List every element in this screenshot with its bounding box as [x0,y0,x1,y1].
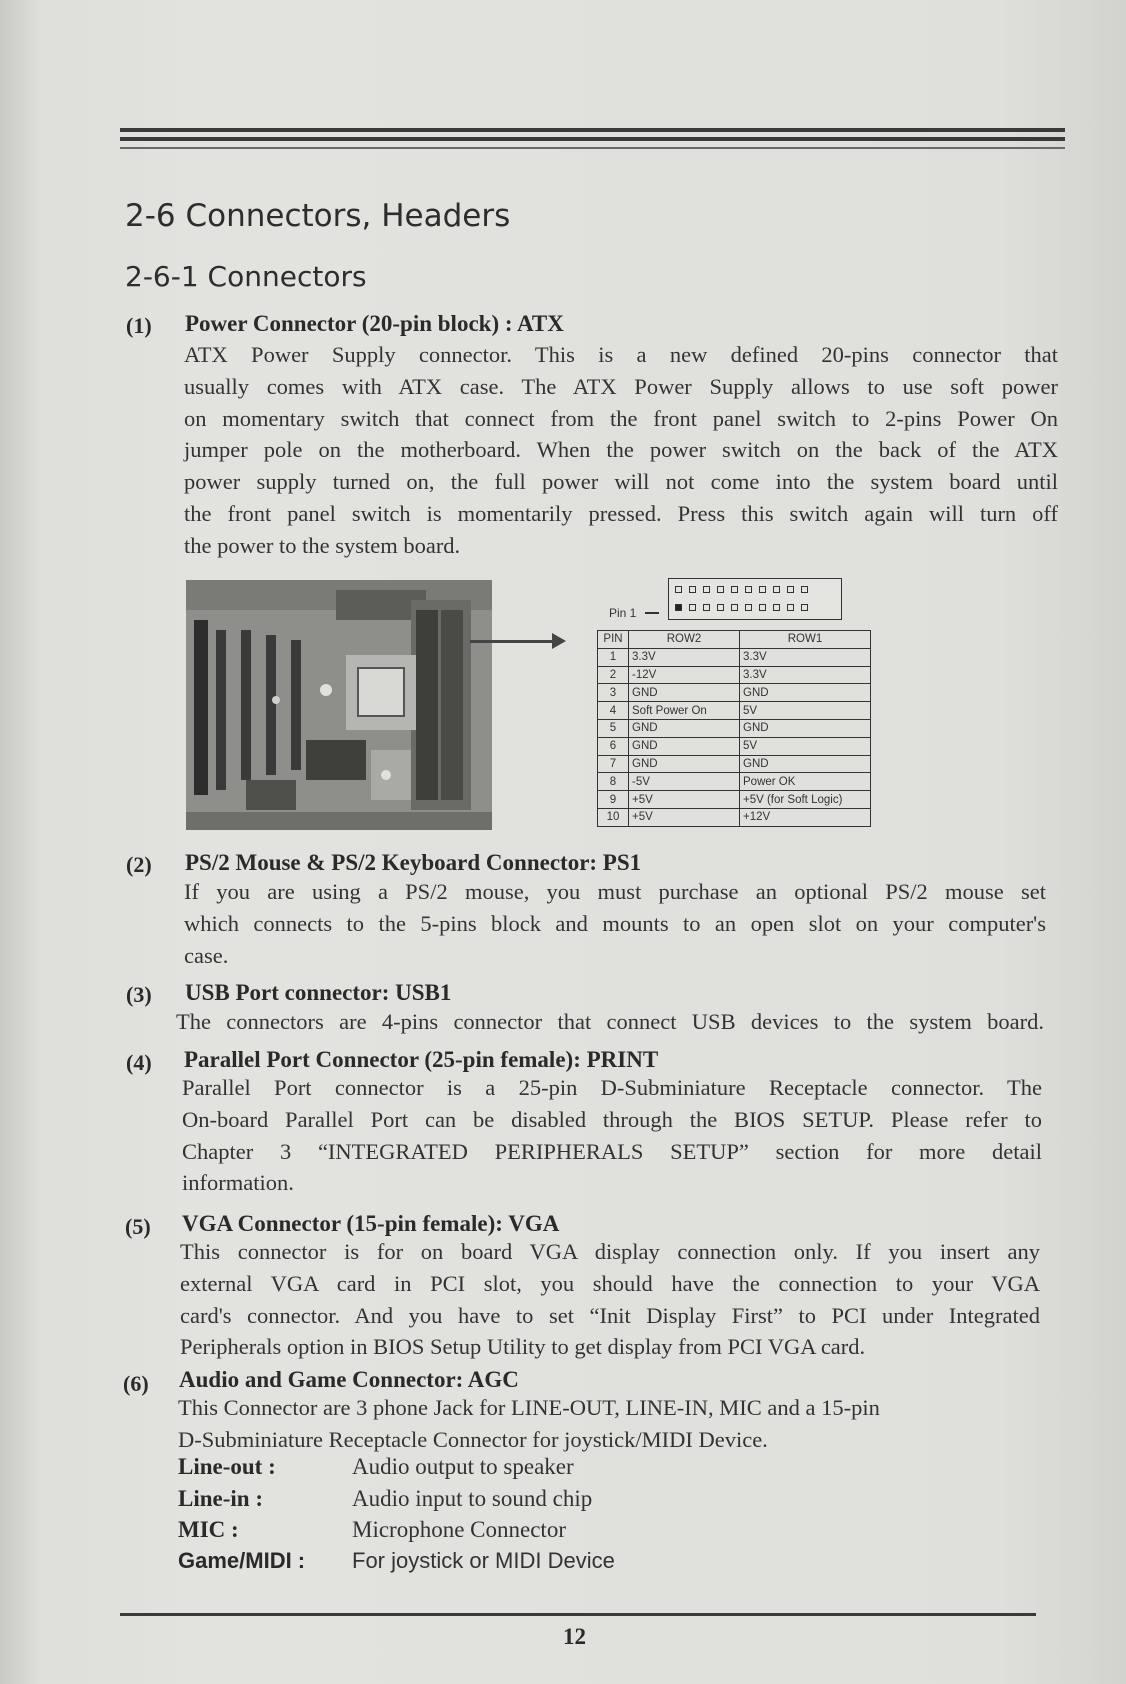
row2-cell: +5V [629,791,740,809]
text-line: the power to the system board. [184,532,461,558]
item-title: VGA Connector (15-pin female): VGA [182,1211,560,1236]
text-line: usually comes with ATX case. The ATX Power Supply allows to use soft power [184,373,1058,399]
item-paragraph [182,1072,1042,1199]
pin-number-cell: 9 [598,791,629,809]
subsection-title: 2-6-1 Connectors [125,260,367,293]
pin-number-cell: 1 [598,648,629,666]
table-row [598,719,871,737]
item-number: (5) [125,1214,151,1239]
text-line: external VGA card in PCI slot, you should have the connection to your VGA [180,1270,1040,1296]
connector-pin-row [675,586,808,593]
table-row [598,684,871,702]
footer-rule [120,1613,1036,1616]
item-title: USB Port connector: USB1 [185,980,452,1005]
text-line: On-board Parallel Port can be disabled through the BIOS SETUP. Please refer to [182,1106,1042,1132]
pin-number-cell: 7 [598,755,629,773]
row2-cell: +5V [629,808,740,826]
table-row [598,702,871,720]
text-line: power supply turned on, the full power will not come into the system board until [184,469,1058,495]
row2-cell: 3.3V [629,648,740,666]
table-row [598,648,871,666]
audio-label-line-in: Line-in : [178,1486,263,1511]
pin-number-cell: 2 [598,666,629,684]
column-header: ROW1 [740,631,871,649]
item-title: PS/2 Mouse & PS/2 Keyboard Connector: PS1 [185,850,642,875]
text-line: Parallel Port connector is a 25-pin D-Subminiature Receptacle connector. The [182,1075,1042,1100]
text-line: This Connector are 3 phone Jack for LINE-OUT, LINE-IN, MIC and a 15-pin [178,1395,880,1420]
audio-desc-game-midi: For joystick or MIDI Device [352,1548,615,1573]
text-line: card's connector. And you have to set “Init Display First” to PCI under Integrated [180,1302,1040,1328]
pin-number-cell: 10 [598,808,629,826]
table-row [598,737,871,755]
text-line: Chapter 3 “INTEGRATED PERIPHERALS SETUP” section for more detail [182,1138,1042,1164]
page-number: 12 [563,1624,586,1649]
text-line: which connects to the 5-pins block and mounts to an open slot on your computer's [184,910,1046,936]
item-title: Parallel Port Connector (25-pin female): PRINT [184,1047,659,1072]
text-line: case. [184,942,229,968]
text-line: ATX Power Supply connector. This is a new defined 20-pins connector that [184,342,1058,367]
row2-cell: Soft Power On [629,702,740,720]
text-line: jumper pole on the motherboard. When the power switch on the back of the ATX [184,437,1058,463]
pin-number-cell: 5 [598,719,629,737]
pin-number-cell: 4 [598,702,629,720]
pin-number-cell: 3 [598,684,629,702]
audio-desc-mic: Microphone Connector [352,1517,566,1542]
row1-cell: Power OK [740,773,871,791]
text-line: The connectors are 4-pins connector that connect USB devices to the system board. [176,1009,1044,1034]
row1-cell: +5V (for Soft Logic) [740,791,871,809]
section-title: 2-6 Connectors, Headers [125,198,511,234]
audio-label-game-midi: Game/MIDI : [178,1548,306,1573]
column-header: PIN [598,631,629,649]
table-header-row [598,631,871,649]
header-rule [120,137,1065,141]
row1-cell: 5V [740,737,871,755]
text-line: D-Subminiature Receptacle Connector for joystick/MIDI Device. [178,1426,768,1452]
motherboard-illustration [186,580,492,830]
arrow-head-icon [552,633,566,649]
text-line: on momentary switch that connect from the front panel switch to 2-pins Power On [184,405,1058,431]
text-line: If you are using a PS/2 mouse, you must purchase an optional PS/2 mouse set [184,879,1046,904]
item-number: (6) [123,1371,149,1396]
table-body [598,648,871,826]
row1-cell: +12V [740,808,871,826]
pin-number-cell: 6 [598,737,629,755]
row1-cell: GND [740,755,871,773]
row2-cell: -5V [629,773,740,791]
table-row [598,808,871,826]
pin1-label: Pin 1 [609,606,637,620]
pin-number-cell: 8 [598,773,629,791]
item-paragraph [180,1236,1040,1363]
row1-cell: GND [740,719,871,737]
row2-cell: GND [629,737,740,755]
item-paragraph [178,1392,998,1456]
row2-cell: -12V [629,666,740,684]
item-paragraph [184,339,1058,562]
text-line: the front panel switch is momentarily pressed. Press this switch again will turn off [184,500,1058,526]
audio-desc-line-in: Audio input to sound chip [352,1486,593,1511]
motherboard-photo [186,580,492,830]
table-row [598,755,871,773]
row2-cell: GND [629,755,740,773]
item-paragraph [176,1006,1044,1038]
atx-pin-table [597,630,871,827]
header-rule [120,128,1065,132]
text-line: Peripherals option in BIOS Setup Utility to get display from PCI VGA card. [180,1334,866,1360]
arrow-line [470,640,560,643]
text-line: information. [182,1170,294,1196]
audio-label-line-out: Line-out : [178,1454,276,1479]
row1-cell: 3.3V [740,666,871,684]
row1-cell: 3.3V [740,648,871,666]
column-header: ROW2 [629,631,740,649]
connector-pin-row [675,604,808,611]
row1-cell: GND [740,684,871,702]
table-row [598,791,871,809]
item-number: (2) [126,852,152,877]
item-number: (3) [126,982,152,1007]
item-title: Power Connector (20-pin block) : ATX [185,311,564,336]
text-line: This connector is for on board VGA display connection only. If you insert any [180,1239,1040,1264]
item-number: (1) [126,313,152,338]
atx-connector-diagram [668,578,842,620]
item-title: Audio and Game Connector: AGC [179,1367,519,1392]
audio-desc-line-out: Audio output to speaker [352,1454,574,1479]
row1-cell: 5V [740,702,871,720]
table-row [598,773,871,791]
item-paragraph [184,876,1046,971]
table-row [598,666,871,684]
header-rule [120,147,1065,149]
item-number: (4) [126,1050,152,1075]
row2-cell: GND [629,684,740,702]
audio-label-mic: MIC : [178,1517,239,1542]
row2-cell: GND [629,719,740,737]
pin1-arrow-icon [645,612,659,614]
